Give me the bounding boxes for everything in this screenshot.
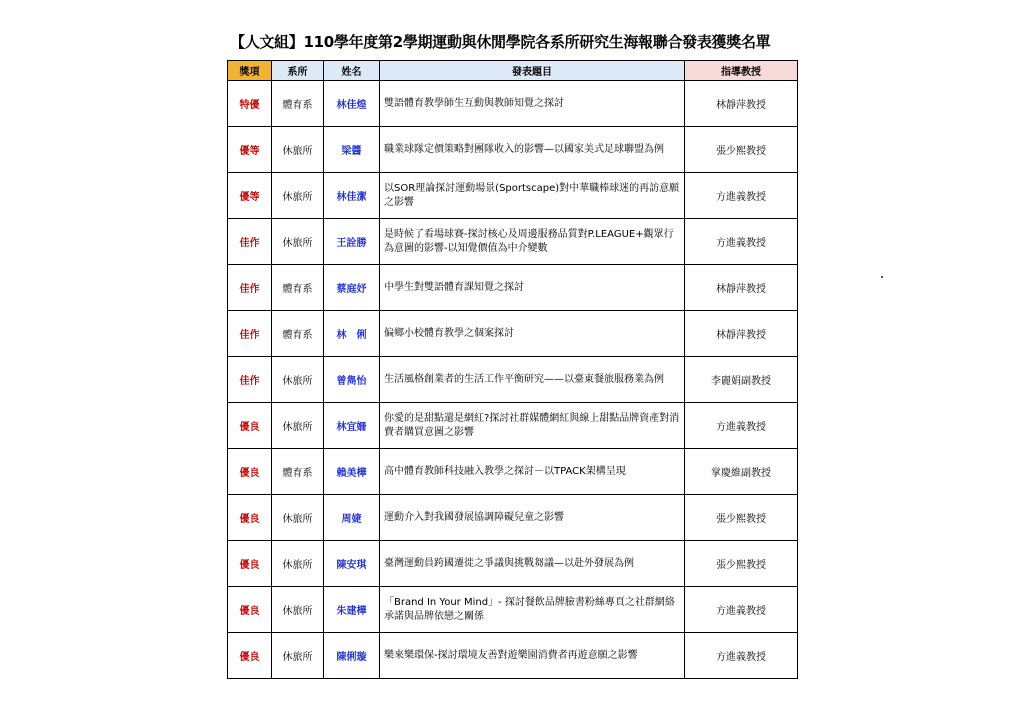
advisor-cell: 方進義教授 [685, 633, 798, 679]
dept-cell: 休旅所 [272, 587, 324, 633]
topic-cell: 你愛的是甜點還是網紅?探討社群媒體網紅與線上甜點品牌資產對消費者購買意圖之影響 [380, 403, 685, 449]
name-cell: 王詮勝 [324, 219, 380, 265]
table-row [228, 219, 798, 265]
name-cell: 陳安琪 [324, 541, 380, 587]
table-row [228, 127, 798, 173]
table-row [228, 495, 798, 541]
name-cell: 林宜姍 [324, 403, 380, 449]
table-row [228, 403, 798, 449]
name-cell: 林佳潔 [324, 173, 380, 219]
header-name: 姓名 [324, 61, 380, 81]
dept-cell: 休旅所 [272, 403, 324, 449]
advisor-cell: 張少熙教授 [685, 127, 798, 173]
name-cell: 賴美樺 [324, 449, 380, 495]
dept-cell: 休旅所 [272, 127, 324, 173]
scan-speck [881, 276, 883, 278]
table-row [228, 357, 798, 403]
award-cell: 優等 [228, 173, 272, 219]
name-cell: 林 俐 [324, 311, 380, 357]
advisor-cell: 林靜萍教授 [685, 265, 798, 311]
table-row [228, 541, 798, 587]
table-row [228, 81, 798, 127]
advisor-cell: 方進義教授 [685, 219, 798, 265]
topic-cell: 高中體育教師科技融入教學之探討－以TPACK架構呈現 [380, 449, 685, 495]
award-cell: 優良 [228, 403, 272, 449]
advisor-cell: 方進義教授 [685, 587, 798, 633]
name-cell: 林佳煌 [324, 81, 380, 127]
topic-cell: 職業球隊定價策略對團隊收入的影響—以國家美式足球聯盟為例 [380, 127, 685, 173]
name-cell: 周婕 [324, 495, 380, 541]
table-header-row [228, 61, 798, 81]
document-title: 【人文組】110學年度第2學期運動與休閒學院各系所研究生海報聯合發表獲獎名單 [230, 33, 771, 51]
advisor-cell: 張少熙教授 [685, 541, 798, 587]
topic-cell: 偏鄉小校體育教學之個案探討 [380, 311, 685, 357]
award-cell: 優良 [228, 449, 272, 495]
advisor-cell: 方進義教授 [685, 403, 798, 449]
award-cell: 特優 [228, 81, 272, 127]
award-cell: 優良 [228, 495, 272, 541]
header-award: 獎項 [228, 61, 272, 81]
dept-cell: 休旅所 [272, 541, 324, 587]
topic-cell: 以SOR理論探討運動場景(Sportscape)對中華職棒球迷的再訪意願之影響 [380, 173, 685, 219]
header-topic: 發表題目 [380, 61, 685, 81]
topic-cell: 樂來樂環保-探討環境友善對遊樂園消費者再遊意願之影響 [380, 633, 685, 679]
award-cell: 優等 [228, 127, 272, 173]
dept-cell: 休旅所 [272, 633, 324, 679]
advisor-cell: 林靜萍教授 [685, 311, 798, 357]
award-cell: 佳作 [228, 265, 272, 311]
name-cell: 曾雋怡 [324, 357, 380, 403]
advisor-cell: 張少熙教授 [685, 495, 798, 541]
topic-cell: 中學生對雙語體育課知覺之探討 [380, 265, 685, 311]
name-cell: 陳俐璇 [324, 633, 380, 679]
topic-cell: 運動介入對我國發展協調障礙兒童之影響 [380, 495, 685, 541]
topic-cell: 臺灣運動員跨國遷徙之爭議與挑戰芻議—以赴外發展為例 [380, 541, 685, 587]
dept-cell: 休旅所 [272, 173, 324, 219]
name-cell: 梁醬 [324, 127, 380, 173]
dept-cell: 休旅所 [272, 219, 324, 265]
advisor-cell: 林靜萍教授 [685, 81, 798, 127]
advisor-cell: 李麗娟副教授 [685, 357, 798, 403]
table-row [228, 633, 798, 679]
header-dept: 系所 [272, 61, 324, 81]
advisor-cell: 掌慶維副教授 [685, 449, 798, 495]
table-row [228, 173, 798, 219]
dept-cell: 體育系 [272, 81, 324, 127]
table-row [228, 265, 798, 311]
award-cell: 佳作 [228, 357, 272, 403]
table-row [228, 587, 798, 633]
dept-cell: 體育系 [272, 311, 324, 357]
name-cell: 蔡庭妤 [324, 265, 380, 311]
topic-cell: 雙語體育教學師生互動與教師知覺之探討 [380, 81, 685, 127]
advisor-cell: 方進義教授 [685, 173, 798, 219]
award-cell: 優良 [228, 587, 272, 633]
table-row [228, 311, 798, 357]
award-cell: 優良 [228, 633, 272, 679]
dept-cell: 體育系 [272, 449, 324, 495]
award-cell: 佳作 [228, 311, 272, 357]
dept-cell: 體育系 [272, 265, 324, 311]
topic-cell: 生活風格創業者的生活工作平衡研究——以臺東餐旅服務業為例 [380, 357, 685, 403]
header-advisor: 指導教授 [685, 61, 798, 81]
name-cell: 朱建樺 [324, 587, 380, 633]
dept-cell: 休旅所 [272, 495, 324, 541]
topic-cell: 「Brand In Your Mind」- 探討餐飲品牌臉書粉絲專頁之社群網絡承諾與品牌依戀之關係 [380, 587, 685, 633]
award-cell: 優良 [228, 541, 272, 587]
dept-cell: 休旅所 [272, 357, 324, 403]
awards-table [227, 60, 798, 679]
table-row [228, 449, 798, 495]
topic-cell: 是時候了看場球賽-探討核心及周邊服務品質對P.LEAGUE+觀眾行為意圖的影響-以知覺價值為中介變數 [380, 219, 685, 265]
award-cell: 佳作 [228, 219, 272, 265]
